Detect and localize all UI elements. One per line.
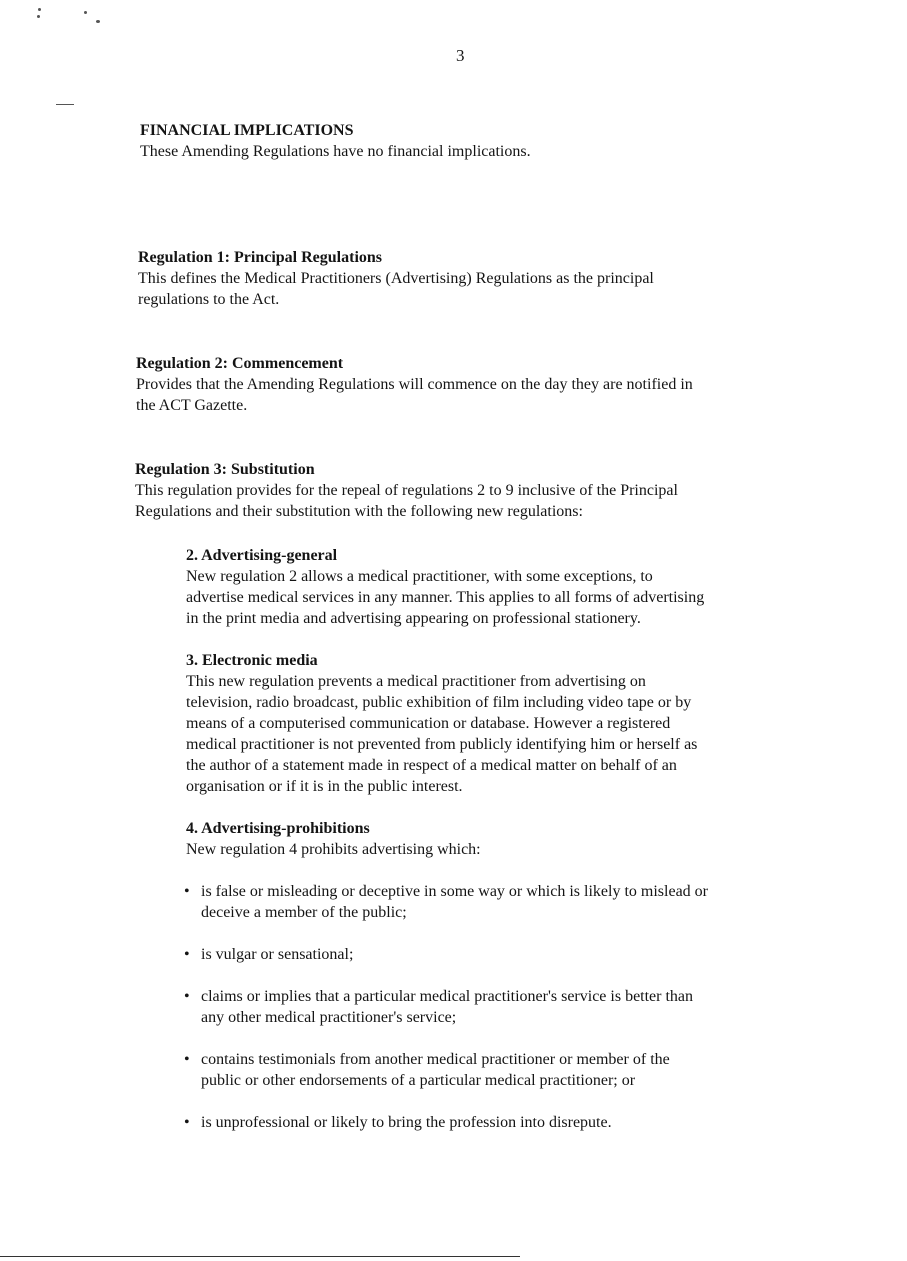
electronic-media-section (186, 650, 786, 797)
regulation-2-line: the ACT Gazette. (136, 397, 248, 414)
list-item-line: is false or misleading or deceptive in some way or which is likely to mislead or (201, 883, 708, 900)
financial-section (140, 120, 780, 162)
advertising-general-line: advertise medical services in any manner. This applies to all forms of advertising (186, 589, 705, 606)
regulation-3-section (135, 459, 775, 522)
financial-text: These Amending Regulations have no financial implications. (140, 143, 531, 160)
electronic-media-line: This new regulation prevents a medical practitioner from advertising on (186, 673, 646, 690)
scan-speck (38, 8, 41, 11)
advertising-general-line: New regulation 2 allows a medical practitioner, with some exceptions, to (186, 568, 653, 585)
scan-speck (37, 15, 40, 18)
advertising-general-line: in the print media and advertising appearing on professional stationery. (186, 610, 641, 627)
prohibitions-list (184, 881, 784, 1154)
bullet-icon: • (184, 1114, 190, 1131)
page-number: 3 (456, 46, 465, 65)
list-item (184, 1049, 784, 1091)
electronic-media-line: the author of a statement made in respect of a medical matter on behalf of an (186, 757, 677, 774)
regulation-3-heading: Regulation 3: Substitution (135, 461, 315, 478)
advertising-prohibitions-intro: New regulation 4 prohibits advertising which: (186, 841, 481, 858)
bullet-icon: • (184, 883, 190, 900)
list-item (184, 1112, 784, 1133)
scan-speck (84, 11, 87, 14)
advertising-prohibitions-section (186, 818, 786, 860)
list-item-line: public or other endorsements of a particular medical practitioner; or (201, 1072, 636, 1089)
regulation-1-line: This defines the Medical Practitioners (Advertising) Regulations as the principal (138, 270, 654, 287)
bullet-icon: • (184, 946, 190, 963)
regulation-1-section (138, 247, 758, 310)
electronic-media-line: means of a computerised communication or database. However a registered (186, 715, 671, 732)
advertising-prohibitions-heading: 4. Advertising-prohibitions (186, 820, 370, 837)
regulation-1-heading: Regulation 1: Principal Regulations (138, 249, 383, 266)
bullet-icon: • (184, 988, 190, 1005)
regulation-2-heading: Regulation 2: Commencement (136, 355, 344, 372)
electronic-media-line: organisation or if it is in the public interest. (186, 778, 463, 795)
electronic-media-heading: 3. Electronic media (186, 652, 318, 669)
list-item-line: claims or implies that a particular medical practitioner's service is better than (201, 988, 694, 1005)
regulation-2-line: Provides that the Amending Regulations will commence on the day they are notified in (136, 376, 693, 393)
scan-speck (96, 20, 100, 23)
regulation-1-line: regulations to the Act. (138, 291, 280, 308)
advertising-general-heading: 2. Advertising-general (186, 547, 338, 564)
list-item-line: is vulgar or sensational; (201, 946, 354, 963)
scan-edge-line (0, 1256, 520, 1257)
list-item (184, 986, 784, 1028)
bullet-icon: • (184, 1051, 190, 1068)
list-item-line: contains testimonials from another medical practitioner or member of the (201, 1051, 670, 1068)
regulation-2-section (136, 353, 776, 416)
list-item-line: any other medical practitioner's service; (201, 1009, 457, 1026)
list-item (184, 944, 784, 965)
advertising-general-section (186, 545, 786, 629)
list-item (184, 881, 784, 923)
financial-heading: FINANCIAL IMPLICATIONS (140, 122, 354, 139)
list-item-line: is unprofessional or likely to bring the profession into disrepute. (201, 1114, 612, 1131)
electronic-media-line: television, radio broadcast, public exhibition of film including video tape or by (186, 694, 692, 711)
regulation-3-line: This regulation provides for the repeal of regulations 2 to 9 inclusive of the Principal (135, 482, 678, 499)
scan-speck (56, 104, 74, 105)
electronic-media-line: medical practitioner is not prevented from publicly identifying him or herself as (186, 736, 698, 753)
regulation-3-line: Regulations and their substitution with the following new regulations: (135, 503, 583, 520)
list-item-line: deceive a member of the public; (201, 904, 407, 921)
